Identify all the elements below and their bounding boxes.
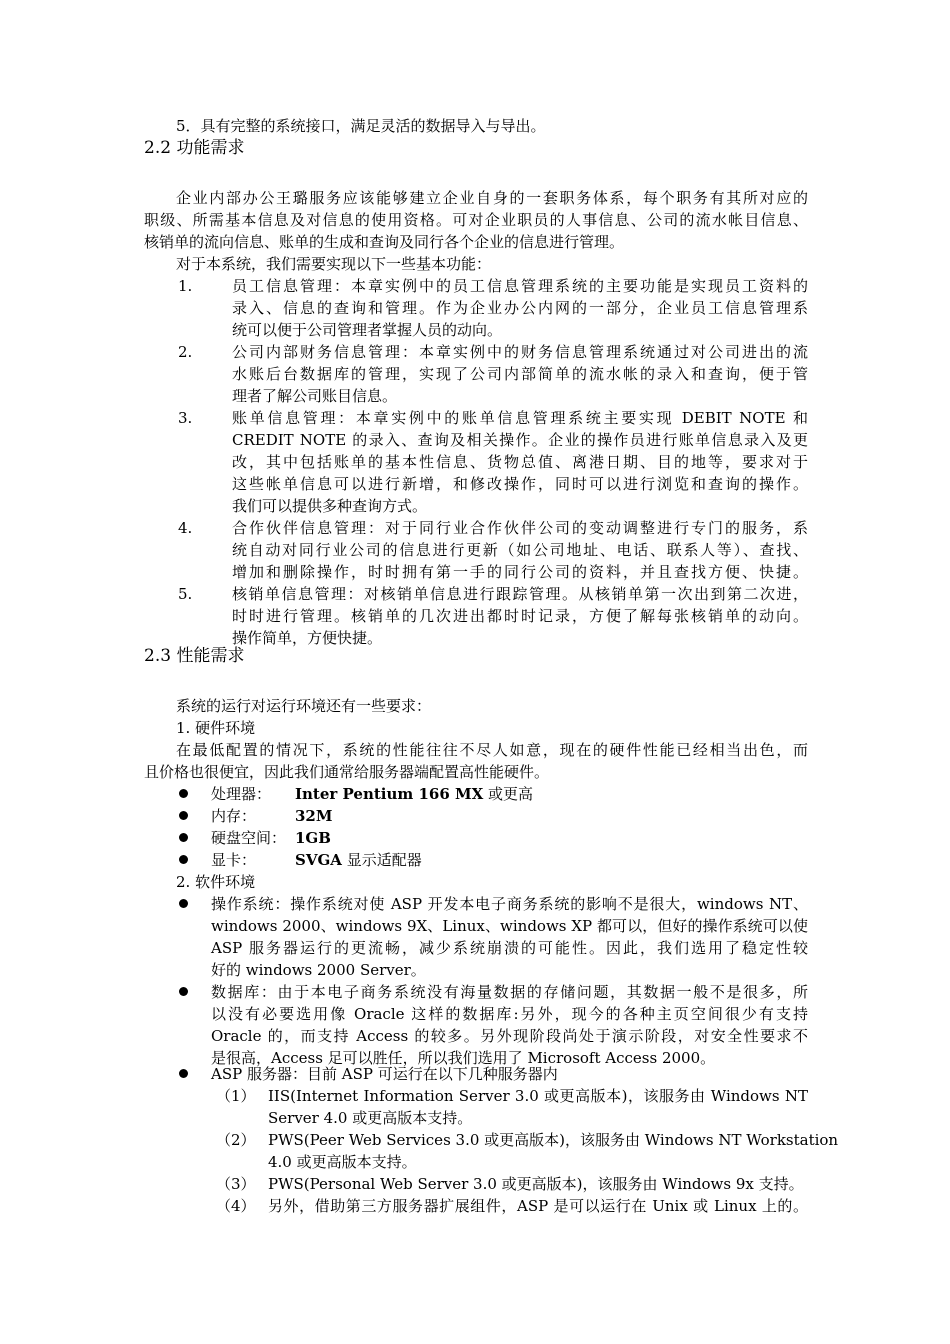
list-item-line: 增加和删除操作，时时拥有第一手的同行公司的资料，并且查找方便、快捷。	[232, 563, 808, 581]
hw-value	[295, 783, 533, 805]
functions-lead: 对于本系统，我们需要实现以下一些基本功能：	[176, 255, 492, 273]
bullet-icon	[179, 789, 188, 798]
server-line: Server 4.0 或更高版本支持。	[268, 1109, 473, 1127]
list-item-line: 这些帐单信息可以进行新增，和修改操作，同时可以进行浏览和查询的操作。	[232, 475, 808, 493]
sw-item-line: Oracle 的，而支持 Access 的较多。另外现阶段尚处于演示阶段，对安全性要求不	[211, 1027, 808, 1045]
list-number: 5.	[178, 585, 193, 603]
paragraph-line: 企业内部办公王璐服务应该能够建立企业自身的一套职务体系，每个职务有其所对应的	[176, 189, 808, 207]
paragraph-line: 核销单的流向信息、账单的生成和查询及同行各个企业的信息进行管理。	[144, 233, 625, 251]
hw-value	[295, 849, 422, 871]
list-number: 4.	[178, 519, 193, 537]
intro-list-item: 5．具有完整的系统接口，满足灵活的数据导入与导出。	[176, 117, 546, 135]
paragraph-line: 职级、所需基本信息及对信息的使用资格。可对企业职员的人事信息、公司的流水帐目信息、	[144, 211, 808, 229]
hw-label: 显卡：	[211, 851, 257, 869]
list-number: 3.	[178, 409, 193, 427]
list-item-line: 水账后台数据库的管理，实现了公司内部简单的流水帐的录入和查询，便于管	[232, 365, 808, 383]
list-item-line: 理者了解公司账目信息。	[232, 387, 398, 405]
hw-value	[295, 805, 332, 827]
list-item-line: 录入、信息的查询和管理。作为企业办公内网的一部分，企业员工信息管理系	[232, 299, 808, 317]
paragraph-line: 且价格也很便宜，因此我们通常给服务器端配置高性能硬件。	[144, 763, 550, 781]
bullet-icon	[179, 811, 188, 820]
sw-item-line: 以没有必要选用像 Oracle 这样的数据库:另外，现今的各种主页空间很少有支持	[211, 1005, 808, 1023]
hw-label: 内存：	[211, 807, 257, 825]
server-number: （3）	[216, 1175, 256, 1193]
server-line: PWS(Peer Web Services 3.0 或更高版本)，该服务由 Windows NT Workstation	[268, 1131, 839, 1149]
bullet-icon	[179, 855, 188, 864]
list-number: 1.	[178, 277, 193, 295]
server-line: IIS(Internet Information Server 3.0 或更高版本)，该服务由 Windows NT	[268, 1087, 808, 1105]
hw-value-strong: SVGA	[295, 851, 342, 869]
server-line: 另外，借助第三方服务器扩展组件，ASP 是可以运行在 Unix 或 Linux 上的。	[268, 1197, 808, 1215]
sw-item-line: 操作系统：操作系统对使 ASP 开发本电子商务系统的影响不是很大，windows NT、	[211, 895, 808, 913]
bullet-icon	[179, 899, 188, 908]
list-item-line: 员工信息管理：本章实例中的员工信息管理系统的主要功能是实现员工资料的	[232, 277, 808, 295]
sw-item-line: windows 2000、windows 9X、Linux、windows XP 都可以，但好的操作系统可以使	[211, 917, 808, 935]
server-number: （4）	[216, 1197, 256, 1215]
list-item-line: 时时进行管理。核销单的几次进出都时时记录，方便了解每张核销单的动向。	[232, 607, 808, 625]
bullet-icon	[179, 833, 188, 842]
list-item-line: 账单信息管理：本章实例中的账单信息管理系统主要实现 DEBIT NOTE 和	[232, 409, 808, 427]
list-item-line: 改，其中包括账单的基本性信息、货物总值、离港日期、目的地等，要求对于	[232, 453, 808, 471]
hw-suffix: 显示适配器	[341, 851, 422, 869]
bullet-icon	[179, 1069, 188, 1078]
hw-value-strong: Inter Pentium 166 MX	[295, 785, 484, 803]
sw-item-line: ASP 服务器运行的更流畅，减少系统崩溃的可能性。因此，我们选用了稳定性较	[211, 939, 808, 957]
server-line: 4.0 或更高版本支持。	[268, 1153, 417, 1171]
list-item-line: 我们可以提供多种查询方式。	[232, 497, 428, 515]
sw-item-line: 好的 windows 2000 Server。	[211, 961, 426, 979]
section-heading-2-3: 2.3 性能需求	[144, 646, 245, 666]
list-item-line: 操作简单，方便快捷。	[232, 629, 383, 647]
paragraph-line: 在最低配置的情况下，系统的性能往往不尽人如意，现在的硬件性能已经相当出色，而	[176, 741, 808, 759]
hw-label: 处理器：	[211, 785, 272, 803]
list-item-line: 公司内部财务信息管理：本章实例中的财务信息管理系统通过对公司进出的流	[232, 343, 808, 361]
list-item-line: CREDIT NOTE 的录入、查询及相关操作。企业的操作员进行账单信息录入及更	[232, 431, 808, 449]
server-number: （1）	[216, 1087, 256, 1105]
list-item-line: 合作伙伴信息管理：对于同行业合作伙伴公司的变动调整进行专门的服务，系	[232, 519, 808, 537]
hw-suffix: 或更高	[483, 785, 534, 803]
list-item-line: 统可以便于公司管理者掌握人员的动向。	[232, 321, 503, 339]
section-heading-2-2: 2.2 功能需求	[144, 138, 245, 158]
sw-item-line: 数据库：由于本电子商务系统没有海量数据的存储问题，其数据一般不是很多，所	[211, 983, 808, 1001]
hw-value-strong: 1GB	[295, 829, 331, 847]
server-number: （2）	[216, 1131, 256, 1149]
performance-lead: 系统的运行对运行环境还有一些要求：	[176, 697, 432, 715]
hw-label: 硬盘空间：	[211, 829, 287, 847]
list-number: 2.	[178, 343, 193, 361]
bullet-icon	[179, 987, 188, 996]
hw-value-strong: 32M	[295, 807, 333, 825]
hardware-title: 1. 硬件环境	[176, 719, 256, 737]
software-title: 2. 软件环境	[176, 873, 256, 891]
list-item-line: 核销单信息管理：对核销单信息进行跟踪管理。从核销单第一次出到第二次进，	[232, 585, 808, 603]
sw-item-line: 是很高，Access 足可以胜任，所以我们选用了 Microsoft Access 2000。	[211, 1049, 716, 1067]
sw-item-line: ASP 服务器：目前 ASP 可运行在以下几种服务器内	[211, 1065, 558, 1083]
list-item-line: 统自动对同行业公司的信息进行更新（如公司地址、电话、联系人等）、查找、	[232, 541, 808, 559]
hw-value	[295, 827, 331, 849]
server-line: PWS(Personal Web Server 3.0 或更高版本)，该服务由 Windows 9x 支持。	[268, 1175, 804, 1193]
